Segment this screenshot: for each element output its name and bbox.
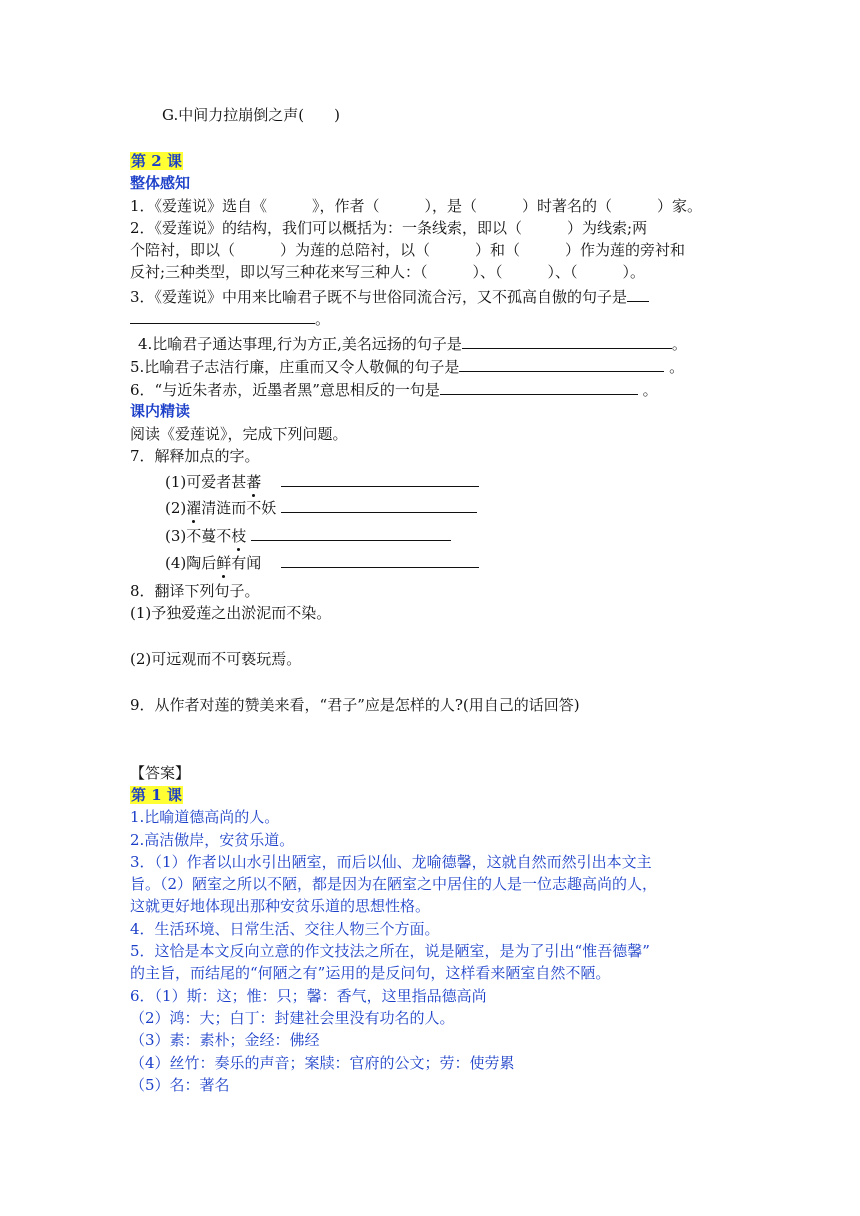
answer-blank[interactable] [459,355,664,372]
answer-blank[interactable] [281,496,477,513]
q5: 5.比喻君子志洁行廉，庄重而又令人敬佩的句子是 。 [130,355,684,378]
q2-line2: 个陪衬，即以（ ）为莲的总陪衬，以（ ）和（ ）作为莲的旁衬和 [130,241,686,259]
q7-item-2: (2)濯清涟而不妖 [165,496,477,519]
section-overall: 整体感知 [130,174,191,192]
answer-line: （4）丝竹：奏乐的声音；案牍：官府的公文；劳：使劳累 [130,1054,515,1072]
answer-line: 6．（1）斯：这；惟：只；馨：香气，这里指品德高尚 [130,987,487,1005]
answer-line: （5）名：著名 [130,1076,230,1094]
answers-header: 【答案】 [130,764,191,782]
answer-blank[interactable] [281,551,479,568]
answer-blank[interactable] [281,470,479,487]
answer-line: 旨。（2）陋室之所以不陋，都是因为在陋室之中居住的人是一位志趣高尚的人， [130,875,658,893]
q3-line1: 3．《爱莲说》中用来比喻君子既不与世俗同流合污，又不孤高自傲的句子是 [130,285,649,308]
answer-line: （2）鸿：大；白丁：封建社会里没有功名的人。 [130,1009,455,1027]
q4: 4.比喻君子通达事理,行为方正,美名远扬的句子是 。 [138,332,687,355]
q7-item-3: (3)不蔓不枝 [165,524,451,547]
q7-item-4: (4)陶后鲜有闻 [165,551,479,574]
lesson1-title: 第 1 课 [131,786,182,804]
answer-blank[interactable] [251,524,451,541]
answer-line: 3．（1）作者以山水引出陋室，而后以仙、龙喻德馨，这就自然而然引出本文主 [130,853,652,871]
q9: 9．从作者对莲的赞美来看，“君子”应是怎样的人?(用自己的话回答) [130,696,580,714]
q3-line2: 。 [130,307,330,330]
answer-line: 2.高洁傲岸，安贫乐道。 [130,831,295,849]
answer-line: 的主旨，而结尾的“何陋之有”运用的是反问句，这样看来陋室自然不陋。 [130,964,611,982]
answer-line: 4．生活环境、日常生活、交往人物三个方面。 [130,920,440,938]
answer-blank[interactable] [440,378,638,395]
q7: 7．解释加点的字。 [130,447,260,465]
q2-line3: 反衬;三种类型，即以写三种花来写三种人：（ ）、（ ）、（ ）。 [130,263,646,281]
answer-line: 1.比喻道德高尚的人。 [130,808,280,826]
q8-sentence-2: (2)可远观而不可亵玩焉。 [130,650,302,668]
q2-line1: 2．《爱莲说》的结构，我们可以概括为：一条线索，即以（ ）为线索;两 [130,219,648,237]
lesson2-title: 第 2 课 [131,152,182,170]
q1: 1．《爱莲说》选自《 》，作者（ ），是（ ）时著名的（ ）家。 [130,197,703,215]
q7-item-1: (1)可爱者甚蕃 [165,470,479,493]
answer-line: （3）素：素朴；金经：佛经 [130,1031,320,1049]
answer-blank[interactable] [130,307,315,324]
answer-blank[interactable] [462,332,672,349]
question-g: G.中间力拉崩倒之声( ) [162,106,340,124]
q6: 6．“与近朱者赤，近墨者黑”意思相反的一句是 。 [130,378,658,401]
answer-blank[interactable] [627,285,649,302]
reading-instruction: 阅读《爱莲说》，完成下列问题。 [130,425,348,443]
answer-line: 5．这恰是本文反向立意的作文技法之所在，说是陋室，是为了引出“惟吾德馨” [130,942,650,960]
q8: 8．翻译下列句子。 [130,582,260,600]
section-close-reading: 课内精读 [130,402,191,420]
answer-line: 这就更好地体现出那种安贫乐道的思想性格。 [130,897,431,915]
q8-sentence-1: (1)予独爱莲之出淤泥而不染。 [130,604,332,622]
